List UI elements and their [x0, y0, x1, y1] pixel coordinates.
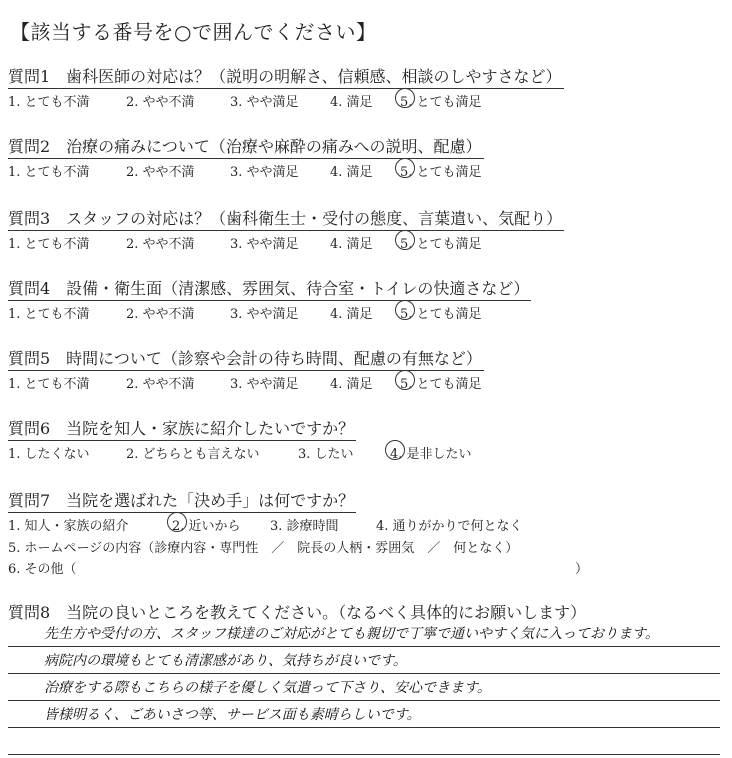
question-title: 質問1 歯科医師の対応は？（説明の明解さ、信頼感、相談のしやすさなど）: [8, 64, 564, 89]
question-3: [8, 206, 728, 253]
question-7: [8, 488, 728, 577]
question-title: 質問2 治療の痛みについて（治療や麻酔の痛みへの説明、配慮）: [8, 134, 484, 159]
question-title: 質問7 当院を選ばれた「決め手」は何ですか？: [8, 488, 356, 513]
option-1: 1. とても不満: [8, 307, 90, 322]
option-2: 2. やや不満: [126, 377, 195, 392]
other-close-paren: ）: [574, 562, 588, 577]
option-1: 1. 知人・家族の紹介: [8, 519, 129, 534]
option-3: 3. やや満足: [230, 377, 299, 392]
option-3: 3. やや満足: [230, 237, 299, 252]
question-1: [8, 64, 728, 111]
option-3: 3. やや満足: [230, 307, 299, 322]
satisfaction-options: [8, 303, 728, 323]
option-5: 5. とても満足: [400, 377, 482, 392]
question-title: 質問5 時間について（診察や会計の待ち時間、配慮の有無など）: [8, 346, 484, 371]
satisfaction-options: [8, 233, 728, 253]
handwritten-answer: [8, 620, 720, 755]
option-1: 1. とても不満: [8, 95, 90, 110]
option-3: 3. やや満足: [230, 165, 299, 180]
question-4: [8, 276, 728, 323]
option-5-line: 5. ホームページの内容（診療内容・専門性 ／ 院長の人柄・雰囲気 ／ 何となく）: [8, 541, 519, 556]
question-2: [8, 134, 728, 181]
option-2: 2. やや不満: [126, 95, 195, 110]
option-3: 3. やや満足: [230, 95, 299, 110]
question-title: 質問8 当院の良いところを教えてください。（なるべく具体的にお願いします）: [8, 603, 587, 622]
hand-drawn-circle: [395, 300, 415, 320]
option-4: 4. 満足: [330, 377, 373, 392]
question-6: [8, 416, 728, 463]
hand-drawn-circle: [385, 440, 405, 460]
option-2: 2. どちらとも言えない: [126, 447, 260, 462]
satisfaction-options: [8, 91, 728, 111]
answer-text: 治療をする際もこちらの様子を優しく気遣って下さり、安心できます。: [44, 680, 491, 696]
other-label: 6. その他（: [8, 562, 77, 577]
recommend-options: [8, 443, 728, 463]
hand-drawn-circle: [395, 230, 415, 250]
option-1: 1. とても不満: [8, 237, 90, 252]
satisfaction-options: [8, 161, 728, 181]
option-1: 1. とても不満: [8, 165, 90, 180]
option-4: 4. 満足: [330, 95, 373, 110]
answer-line: [8, 620, 720, 647]
option-4: 4. 満足: [330, 307, 373, 322]
reason-options: [8, 515, 728, 535]
answer-text: 皆様明るく、ごあいさつ等、サービス面も素晴らしいです。: [44, 707, 421, 723]
hand-drawn-circle: [395, 158, 415, 178]
answer-line: [8, 674, 720, 701]
option-5: 5. とても満足: [400, 307, 482, 322]
option-5: 5. とても満足: [400, 237, 482, 252]
option-4: 4. 通りがかりで何となく: [376, 519, 523, 534]
option-2: 2. やや不満: [126, 165, 195, 180]
option-3: 3. したい: [298, 447, 354, 462]
option-1: 1. したくない: [8, 447, 90, 462]
satisfaction-options: [8, 373, 728, 393]
question-title: 質問6 当院を知人・家族に紹介したいですか？: [8, 416, 356, 441]
option-3: 3. 診療時間: [270, 519, 339, 534]
answer-line: [8, 647, 720, 674]
answer-text: 先生方や受付の方、スタッフ様達のご対応がとても親切で丁寧で通いやすく気に入っております。: [44, 626, 659, 642]
answer-line-empty: [8, 728, 720, 755]
option-1: 1. とても不満: [8, 377, 90, 392]
option-4: 4. 満足: [330, 165, 373, 180]
option-5: 5. とても満足: [400, 165, 482, 180]
answer-text: 病院内の環境もとても清潔感があり、気持ちが良いです。: [44, 653, 407, 669]
option-2: 2. 近いから: [172, 519, 241, 534]
option-4: 4. 満足: [330, 237, 373, 252]
hand-drawn-circle: [167, 512, 187, 532]
option-4: 4. 是非したい: [390, 447, 472, 462]
question-title: 質問4 設備・衛生面（清潔感、雰囲気、待合室・トイレの快適さなど）: [8, 276, 531, 301]
hand-drawn-circle: [395, 88, 415, 108]
question-title: 質問3 スタッフの対応は？（歯科衛生士・受付の態度、言葉遣い、気配り）: [8, 206, 564, 231]
option-5: 5. とても満足: [400, 95, 482, 110]
hand-drawn-circle: [395, 370, 415, 390]
question-5: [8, 346, 728, 393]
option-2: 2. やや不満: [126, 307, 195, 322]
form-header: 【該当する番号を○で囲んでください】: [10, 20, 377, 44]
option-6-line: [8, 558, 728, 577]
answer-line: [8, 701, 720, 728]
option-2: 2. やや不満: [126, 237, 195, 252]
